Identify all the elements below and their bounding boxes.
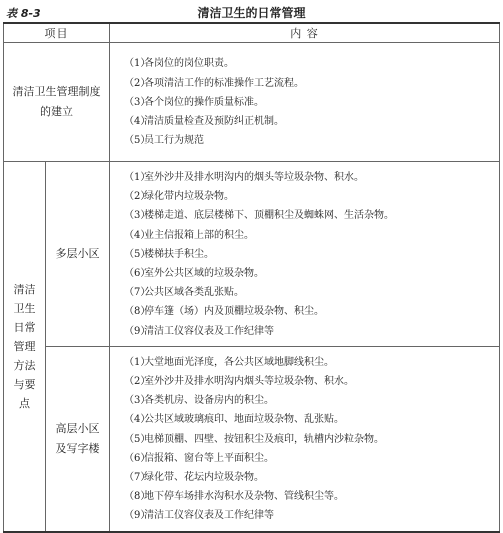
header-content: 内 容	[110, 23, 500, 43]
item-number: （2）	[124, 77, 151, 89]
item-number: （8）	[124, 491, 151, 503]
list-item	[124, 468, 499, 487]
item-text: 楼梯走道、底层楼梯下、顶棚积尘及蜘蛛网、生活杂物。	[144, 210, 394, 222]
item-text: 各类机房、设备房内的积尘。	[144, 395, 274, 407]
list-item	[124, 302, 499, 321]
item-text: 电梯顶棚、四壁、按钮积尘及痕印，轨槽内沙粒杂物。	[144, 433, 384, 445]
list-item	[124, 506, 499, 525]
section2-label: 清洁卫生日常管理方法与要点	[13, 282, 36, 410]
section1-list	[110, 48, 499, 155]
item-text: 室外公共区域的垃圾杂物。	[144, 268, 264, 280]
list-item	[124, 245, 499, 264]
item-text: 清洁工仪容仪表及工作纪律等	[144, 325, 274, 337]
multistory-list	[110, 162, 499, 346]
item-text: 各项清洁工作的标准操作工艺流程。	[144, 77, 304, 89]
section2-group1-row	[4, 162, 500, 347]
item-number: （1）	[124, 172, 151, 183]
item-number: （3）	[124, 210, 151, 222]
item-text: 公共区域玻璃痕印、地面垃圾杂物、乱张贴。	[144, 414, 344, 426]
item-number: （1）	[124, 58, 151, 70]
list-item	[124, 168, 499, 187]
list-item	[124, 410, 499, 429]
group-label-multistory: 多层小区	[55, 246, 100, 260]
list-item	[124, 322, 499, 341]
table-number: 表 8-3	[6, 7, 41, 20]
item-text: 绿化带内垃圾杂物。	[144, 191, 234, 203]
highrise-list	[110, 347, 499, 531]
item-number: （5）	[124, 433, 151, 445]
list-item	[124, 372, 499, 391]
list-item	[124, 112, 499, 131]
item-number: （7）	[124, 472, 151, 484]
list-item	[124, 487, 499, 506]
item-text: 业主信报箱上部的积尘。	[144, 229, 254, 241]
management-table	[3, 22, 500, 533]
list-item	[124, 54, 499, 73]
item-number: （6）	[124, 452, 151, 464]
item-number: （1）	[124, 356, 151, 368]
list-item	[124, 187, 499, 206]
list-item	[124, 93, 499, 112]
item-number: （4）	[124, 229, 151, 241]
item-text: 信报箱、窗台等上平面积尘。	[144, 452, 274, 464]
header-row	[4, 23, 500, 43]
item-text: 停车篷（场）内及顶棚垃圾杂物、积尘。	[144, 306, 324, 318]
item-text: 公共区域各类乱张贴。	[144, 287, 244, 299]
list-item	[124, 283, 499, 302]
section1-label: 清洁卫生管理制度的建立	[12, 85, 101, 118]
list-item	[124, 391, 499, 410]
list-item	[124, 226, 499, 245]
group-label-highrise: 高层小区及写字楼	[55, 421, 100, 455]
item-text: 室外沙井及排水明沟内的烟头等垃圾杂物、积水。	[144, 172, 364, 183]
item-number: （5）	[124, 248, 151, 260]
list-item	[124, 353, 499, 372]
item-number: （6）	[124, 268, 151, 280]
section2-group2-row	[4, 346, 500, 531]
list-item	[124, 74, 499, 93]
item-number: （9）	[124, 510, 151, 522]
section1-row	[4, 43, 500, 162]
item-text: 各岗位的岗位职责。	[144, 58, 234, 70]
item-number: （4）	[124, 116, 151, 128]
table-caption	[0, 2, 503, 22]
item-number: （7）	[124, 287, 151, 299]
item-number: （3）	[124, 96, 151, 108]
item-number: （3）	[124, 395, 151, 407]
item-number: （2）	[124, 191, 151, 203]
item-number: （5）	[124, 135, 151, 147]
item-text: 绿化带、花坛内垃圾杂物。	[144, 472, 264, 484]
item-number: （8）	[124, 306, 151, 318]
item-number: （4）	[124, 414, 151, 426]
list-item	[124, 264, 499, 283]
list-item	[124, 131, 499, 150]
item-number: （9）	[124, 325, 151, 337]
header-item: 项目	[4, 23, 110, 43]
item-text: 各个岗位的操作质量标准。	[144, 96, 264, 108]
item-text: 室外沙井及排水明沟内烟头等垃圾杂物、积水。	[144, 376, 354, 388]
item-text: 清洁工仪容仪表及工作纪律等	[144, 510, 274, 522]
item-text: 地下停车场排水沟积水及杂物、管线积尘等。	[144, 491, 344, 503]
management-table-wrapper	[3, 22, 500, 533]
item-text: 楼梯扶手积尘。	[144, 248, 214, 260]
list-item	[124, 430, 499, 449]
item-text: 大堂地面光泽度，各公共区域地脚线积尘。	[144, 356, 334, 368]
table-title: 清洁卫生的日常管理	[197, 6, 306, 20]
item-text: 员工行为规范	[144, 135, 204, 147]
item-text: 清洁质量检查及预防纠正机制。	[144, 116, 284, 128]
item-number: （2）	[124, 376, 151, 388]
list-item	[124, 206, 499, 225]
list-item	[124, 449, 499, 468]
